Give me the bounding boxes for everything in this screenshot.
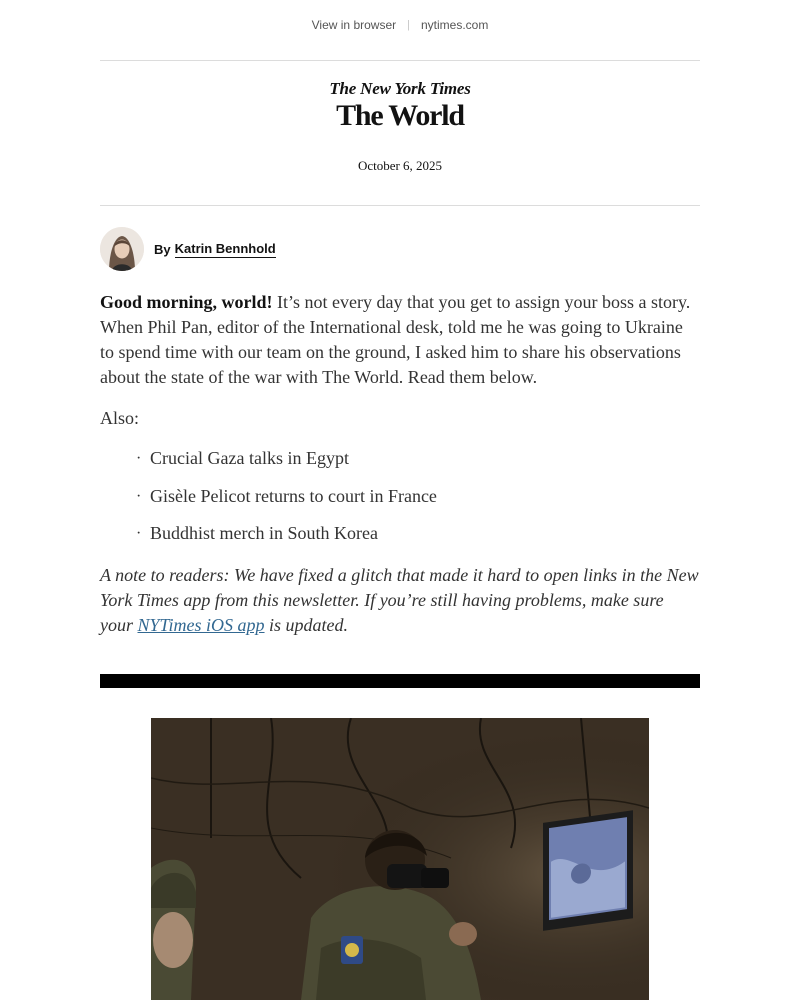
newsletter-title: The World <box>336 99 464 132</box>
also-list <box>100 446 700 559</box>
nyt-logo[interactable]: The New York Times <box>329 79 471 98</box>
author-avatar <box>100 227 144 271</box>
bullet-icon: · <box>136 525 142 542</box>
section-divider-bar <box>100 674 700 688</box>
byline <box>100 226 276 272</box>
list-item-text: Buddhist merch in South Korea <box>150 523 378 543</box>
list-item <box>100 446 700 484</box>
list-item <box>100 484 700 522</box>
readers-note-tail: is updated. <box>264 615 349 635</box>
article-photo[interactable] <box>151 718 649 1000</box>
also-label: Also: <box>100 408 140 428</box>
intro-body: It’s not every day that you get to assign your boss a story. When Phil Pan, editor of the International desk, told me he was going to Ukraine to spend time with our team on the ground, I asked him to share his observations about the state of the war with The World. Read them below. <box>100 292 691 387</box>
author-name-link[interactable]: Katrin Bennhold <box>174 240 276 256</box>
byline-prefix: By <box>154 241 171 257</box>
link-separator: | <box>407 19 410 31</box>
readers-note <box>100 563 700 638</box>
intro-paragraph <box>100 290 700 390</box>
list-item <box>100 521 700 559</box>
list-item-text: Crucial Gaza talks in Egypt <box>150 448 349 468</box>
masthead <box>100 78 700 132</box>
bullet-icon: · <box>136 487 142 505</box>
soldiers-photo-illustration <box>151 718 649 1000</box>
readers-note-text: A note to readers: We have fixed a glitch that made it hard to open links in the New York Times app from this newsletter. If you’re still having problems, make sure your <box>100 565 699 635</box>
issue-date: October 6, 2025 <box>357 158 443 173</box>
view-in-browser-link[interactable]: View in browser <box>311 18 397 32</box>
top-links <box>0 0 800 50</box>
nytimes-ios-app-link[interactable]: NYTimes iOS app <box>137 615 265 635</box>
header-divider-bottom <box>100 205 700 206</box>
list-item-text: Gisèle Pelicot returns to court in France <box>150 485 437 506</box>
author-portrait-icon <box>100 227 144 271</box>
bullet-icon: · <box>136 450 142 467</box>
header-divider-top <box>100 60 700 61</box>
intro-greeting: Good morning, world! <box>100 292 273 312</box>
nytimes-site-link[interactable]: nytimes.com <box>420 18 489 32</box>
